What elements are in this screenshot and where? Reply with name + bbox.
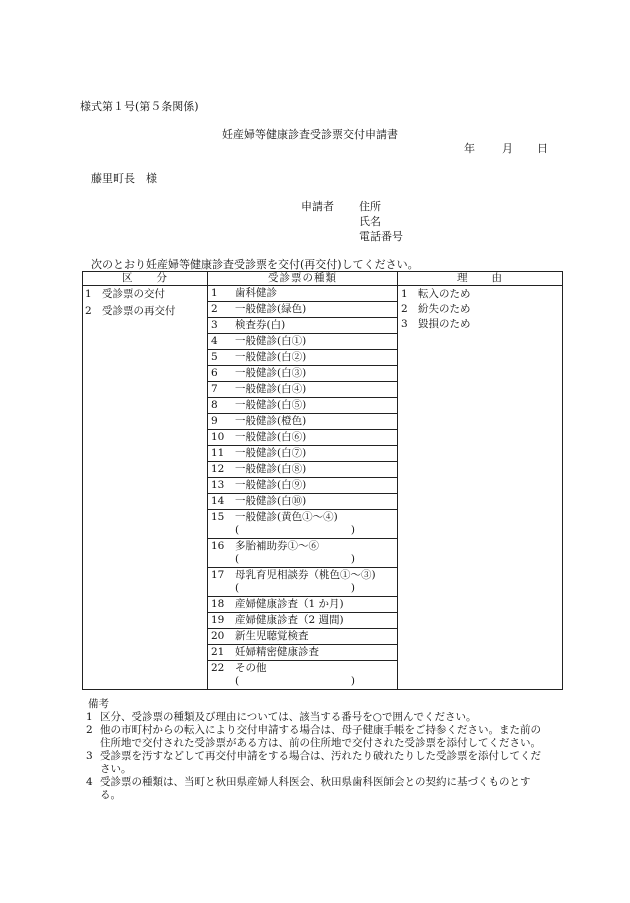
paren-close: ): [350, 582, 355, 594]
type-content: [235, 351, 397, 364]
type-item: [208, 597, 397, 613]
note-text: 他の市町村からの転入により交付申請する場合は、母子健康手帳をご持参ください。また前の住所地で交付された受診票がある方は、前の住所地で交付された受診票を添付してください。: [100, 724, 541, 749]
type-label: 一般健診(黄色①～④): [235, 511, 338, 523]
type-item: [208, 462, 397, 478]
type-label: 一般健診(白⑦): [235, 447, 307, 459]
type-content: [235, 303, 397, 316]
type-content: [235, 463, 397, 476]
notes-section: [80, 698, 550, 802]
category-label: 受診票の交付: [102, 288, 165, 300]
type-label: 歯科健診: [235, 287, 277, 299]
note-item: [80, 711, 550, 724]
type-item: [208, 661, 397, 689]
note-text: 区分、受診票の種類及び理由については、該当する番号を○で囲んでください。: [100, 711, 477, 723]
type-label: 一般健診(橙色): [235, 415, 307, 427]
type-paren-blank: [235, 553, 355, 566]
applicant-address-label: 住所: [359, 200, 381, 213]
form-number: 様式第１号(第５条関係): [80, 100, 199, 113]
type-content: [235, 662, 397, 688]
type-label: 一般健診(緑色): [235, 303, 307, 315]
note-text: 受診票を汚すなどして再交付申請をする場合は、汚れたり破れたりした受診票を添付してください。: [100, 750, 541, 775]
category-item: [85, 305, 207, 318]
type-label: 新生児聴覚検査: [235, 630, 309, 642]
type-number: 14: [211, 495, 225, 507]
type-number: 17: [211, 569, 225, 581]
type-content: [235, 287, 397, 300]
reason-cell: [398, 286, 563, 690]
type-content: [235, 495, 397, 508]
header-reason: 理 由: [398, 272, 563, 286]
type-content: [235, 569, 397, 595]
type-number: 9: [211, 415, 218, 427]
type-content: [235, 614, 397, 627]
type-item: [208, 398, 397, 414]
type-number: 6: [211, 367, 218, 379]
type-label: 母乳育児相談券（桃色①～③): [235, 569, 376, 581]
note-text: 受診票の種類は、当町と秋田県産婦人科医会、秋田県歯科医師会との契約に基づくものとする。: [100, 776, 531, 801]
reason-item: [401, 303, 562, 316]
type-content: [235, 540, 397, 566]
note-number: 3: [86, 750, 93, 762]
reason-item: [401, 288, 562, 301]
application-table: [82, 271, 563, 690]
type-label: 一般健診(白③): [235, 367, 307, 379]
note-item: [80, 750, 550, 776]
category-number: 1: [85, 288, 92, 300]
type-item: [208, 510, 397, 539]
type-content: [235, 479, 397, 492]
header-category: 区 分: [83, 272, 208, 286]
type-content: [235, 447, 397, 460]
type-label: 一般健診(白②): [235, 351, 307, 363]
paren-open: (: [235, 553, 240, 565]
reason-number: 2: [401, 303, 408, 315]
date-year-label: 年: [464, 142, 475, 155]
reason-label: 紛失のため: [418, 303, 471, 315]
type-label: 産婦健康診査（1 か月): [235, 598, 344, 610]
type-number: 4: [211, 335, 218, 347]
applicant-phone-label: 電話番号: [359, 230, 403, 243]
note-number: 4: [86, 776, 93, 788]
type-content: [235, 511, 397, 537]
type-content: [235, 431, 397, 444]
type-label: 一般健診(白⑤): [235, 399, 307, 411]
note-number: 2: [86, 724, 93, 736]
type-paren-blank: [235, 582, 355, 595]
category-cell: [83, 286, 208, 690]
type-number: 21: [211, 646, 225, 658]
type-number: 7: [211, 383, 218, 395]
type-number: 3: [211, 319, 218, 331]
type-item: [208, 539, 397, 568]
type-paren-blank: [235, 524, 355, 537]
paren-close: ): [350, 675, 355, 687]
type-label: 一般健診(白⑨): [235, 479, 307, 491]
type-content: [235, 415, 397, 428]
type-number: 16: [211, 540, 225, 552]
intro-text: 次のとおり妊産婦等健康診査受診票を交付(再交付)してください。: [91, 258, 419, 271]
paren-close: ): [350, 553, 355, 565]
type-item: [208, 478, 397, 494]
addressee: 藤里町長 様: [91, 172, 157, 185]
paren-open: (: [235, 582, 240, 594]
note-number: 1: [86, 711, 93, 723]
type-label: その他: [235, 662, 267, 674]
type-number: 10: [211, 431, 225, 443]
type-number: 15: [211, 511, 225, 523]
reason-number: 3: [401, 318, 408, 330]
type-number: 22: [211, 662, 225, 674]
type-number: 19: [211, 614, 225, 626]
type-item: [208, 382, 397, 398]
type-label: 一般健診(白④): [235, 383, 307, 395]
type-label: 妊婦精密健康診査: [235, 646, 319, 658]
type-item: [208, 568, 397, 597]
notes-heading: 備考: [88, 698, 109, 710]
type-number: 5: [211, 351, 218, 363]
type-item: [208, 613, 397, 629]
form-title: 妊産婦等健康診査受診票交付申請書: [222, 128, 398, 141]
type-content: [235, 319, 397, 332]
type-number: 11: [211, 447, 225, 459]
type-item: [208, 302, 397, 318]
type-label: 一般健診(白⑩): [235, 495, 307, 507]
type-item: [208, 629, 397, 645]
type-item: [208, 645, 397, 661]
category-number: 2: [85, 305, 92, 317]
date-day-label: 日: [537, 142, 548, 155]
type-number: 12: [211, 463, 225, 475]
type-label: 多胎補助券①～⑥: [235, 540, 319, 552]
type-number: 1: [211, 287, 218, 299]
type-item: [208, 430, 397, 446]
type-item: [208, 494, 397, 510]
type-label: 検査券(白): [235, 319, 286, 331]
paren-close: ): [350, 524, 355, 536]
paren-open: (: [235, 524, 240, 536]
applicant-name-label: 氏名: [359, 215, 381, 228]
type-content: [235, 383, 397, 396]
type-paren-blank: [235, 675, 355, 688]
type-item: [208, 350, 397, 366]
type-label: 一般健診(白①): [235, 335, 307, 347]
type-content: [235, 598, 397, 611]
type-content: [235, 630, 397, 643]
type-content: [235, 367, 397, 380]
type-label: 一般健診(白⑥): [235, 431, 307, 443]
date-month-label: 月: [502, 142, 513, 155]
category-item: [85, 288, 207, 301]
type-label: 一般健診(白⑧): [235, 463, 307, 475]
type-content: [235, 646, 397, 659]
type-number: 13: [211, 479, 225, 491]
type-content: [235, 399, 397, 412]
type-item: [208, 318, 397, 334]
paren-open: (: [235, 675, 240, 687]
type-number: 8: [211, 399, 218, 411]
type-number: 20: [211, 630, 225, 642]
type-content: [235, 335, 397, 348]
type-number: 18: [211, 598, 225, 610]
reason-label: 毀損のため: [418, 318, 471, 330]
note-item: [80, 724, 550, 750]
types-cell: [208, 286, 398, 690]
reason-number: 1: [401, 288, 408, 300]
type-number: 2: [211, 303, 218, 315]
note-item: [80, 776, 550, 802]
type-item: [208, 286, 397, 302]
applicant-label: 申請者: [301, 200, 334, 213]
type-label: 産婦健康診査（2 週間): [235, 614, 344, 626]
type-item: [208, 446, 397, 462]
reason-label: 転入のため: [418, 288, 471, 300]
type-item: [208, 366, 397, 382]
header-types: 受診票の種類: [208, 272, 398, 286]
category-label: 受診票の再交付: [102, 305, 176, 317]
reason-item: [401, 318, 562, 331]
type-item: [208, 414, 397, 430]
type-item: [208, 334, 397, 350]
